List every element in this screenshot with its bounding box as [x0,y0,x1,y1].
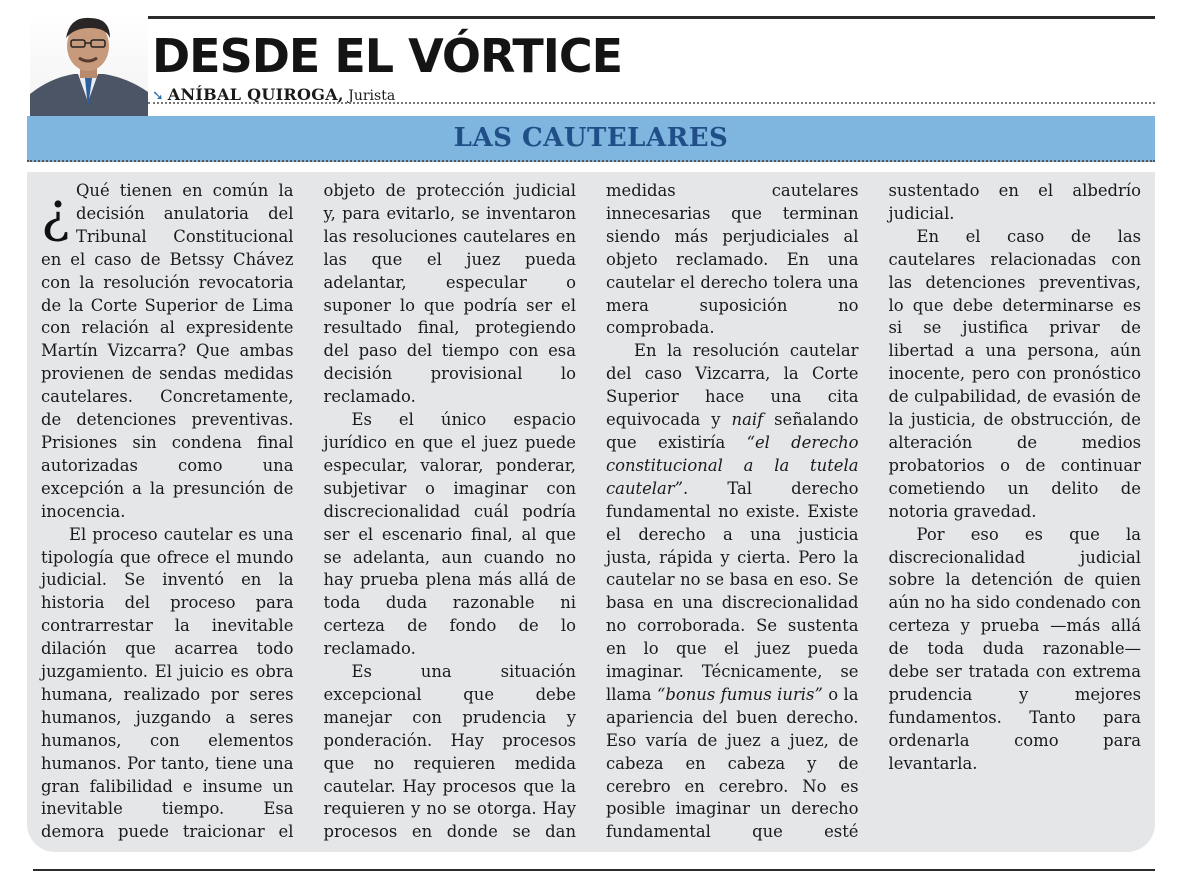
paragraph-5-text-b: señalando que existiría [606,410,859,452]
paragraph-5-text-a: En la resolución cautelar del caso Vizcarra, la Corte Superior hace una cita equivocada y [606,341,859,430]
paragraph-4: Es una situación excepcional que debe manejar con prudencia y ponderación. Hay procesos que no requieren medida cautelar. Hay procesos que la requieren y no se otorga. Hay procesos en donde se dan medidas cautelares innecesarias que terminan siendo más perjudiciales al objeto reclamado. En una cautelar el derecho tolera una mera suposición no comprobada. [323,181,859,842]
section-title: DESDE EL VÓRTICE [152,29,623,83]
paragraph-5-quote: “el derecho constitucional a la tutela cautelar” [606,432,859,498]
paragraph-3: Es el único espacio jurídico en que el juez puede especular, valorar, ponderar, subjetivar o imaginar con discrecionalidad cuál podría ser el escenario final, al que se adelanta, aun cuando no hay prueba plena más allá de toda duda razonable ni certeza de fondo de lo reclamado. [323,410,576,659]
paragraph-7: Por eso es que la discrecionalidad judicial sobre la detención de quien aún no ha sido condenado con certeza y prueba —más allá de toda duda razonable— debe ser tratada con extrema prudencia y mejores fundamentos. Tanto para ordenarla como para levantarla. [888,524,1141,773]
paragraph-5-latin: “bonus fumus iuris” [656,684,823,704]
author-name: ANÍBAL QUIROGA, [167,85,344,104]
paragraph-5-naif: naif [731,410,764,430]
article-body [41,180,1141,846]
title-band [27,116,1155,162]
author-portrait [30,12,148,116]
arrow-down-right-icon: ➘ [152,88,164,104]
paragraph-5-text-c: . Tal derecho fundamental no existe. Existe el derecho a una justicia justa, rápida y cierta. Pero la cautelar no se basa en eso. Se basa en una discrecionalidad no corroborada. Se sustenta en lo que el juez pueda imaginar. Técnicamente, se llama [606,478,859,704]
bottom-rule [33,869,1155,871]
column-header [30,8,1155,116]
paragraph-2: El proceso cautelar es una tipología que ofrece el mundo judicial. Se inventó en la historia del proceso para contrarrestar la inevitable dilación que acarrea todo juzgamiento. El juicio es obra humana, realizado por seres humanos, juzgando a seres humanos, con elementos humanos. Por tanto, tiene una gran falibilidad e insume un inevitable tiempo. Esa demora puede traicionar el objeto de protección judicial y, para evitarlo, se inventaron las resoluciones cautelares en las que el juez pueda adelantar, especular o suponer lo que podría ser el resultado final, protegiendo del paso del tiempo con esa decisión provisional lo reclamado. [41,181,576,842]
article-panel [27,172,1155,852]
paragraph-1-text: Qué tienen en común la decisión anulatoria del Tribunal Constitucional en el caso de Betssy Chávez con la resolución revocatoria de la Corte Superior de Lima con relación al expresidente Martín Vizcarra? Que ambas provienen de sendas medidas cautelares. Concretamente, de detenciones preventivas. Prisiones sin condena final autorizadas como una excepción a la presunción de inocencia. [41,181,294,521]
article-title: LAS CAUTELARES [453,123,729,153]
author-role: Jurista [348,88,396,104]
dotted-divider [148,102,1155,104]
paragraph-6: En el caso de las cautelares relacionadas con las detenciones preventivas, lo que debe determinarse es si se justifica privar de libertad a una persona, aún inocente, pero con pronóstico de culpabilidad, de evasión de la justicia, de obstrucción, de alteración de medios probatorios o de continuar cometiendo un delito de notoria gravedad. [888,226,1141,521]
paragraph-1 [41,180,294,524]
paragraph-5-text-d: o la apariencia del buen derecho. Eso varía de juez a juez, de cabeza en cabeza y de cerebro en cerebro. No es posible imaginar un derecho fundamental que esté sustentado en el albedrío judicial. [606,181,1141,842]
drop-cap: ¿ [41,181,70,244]
